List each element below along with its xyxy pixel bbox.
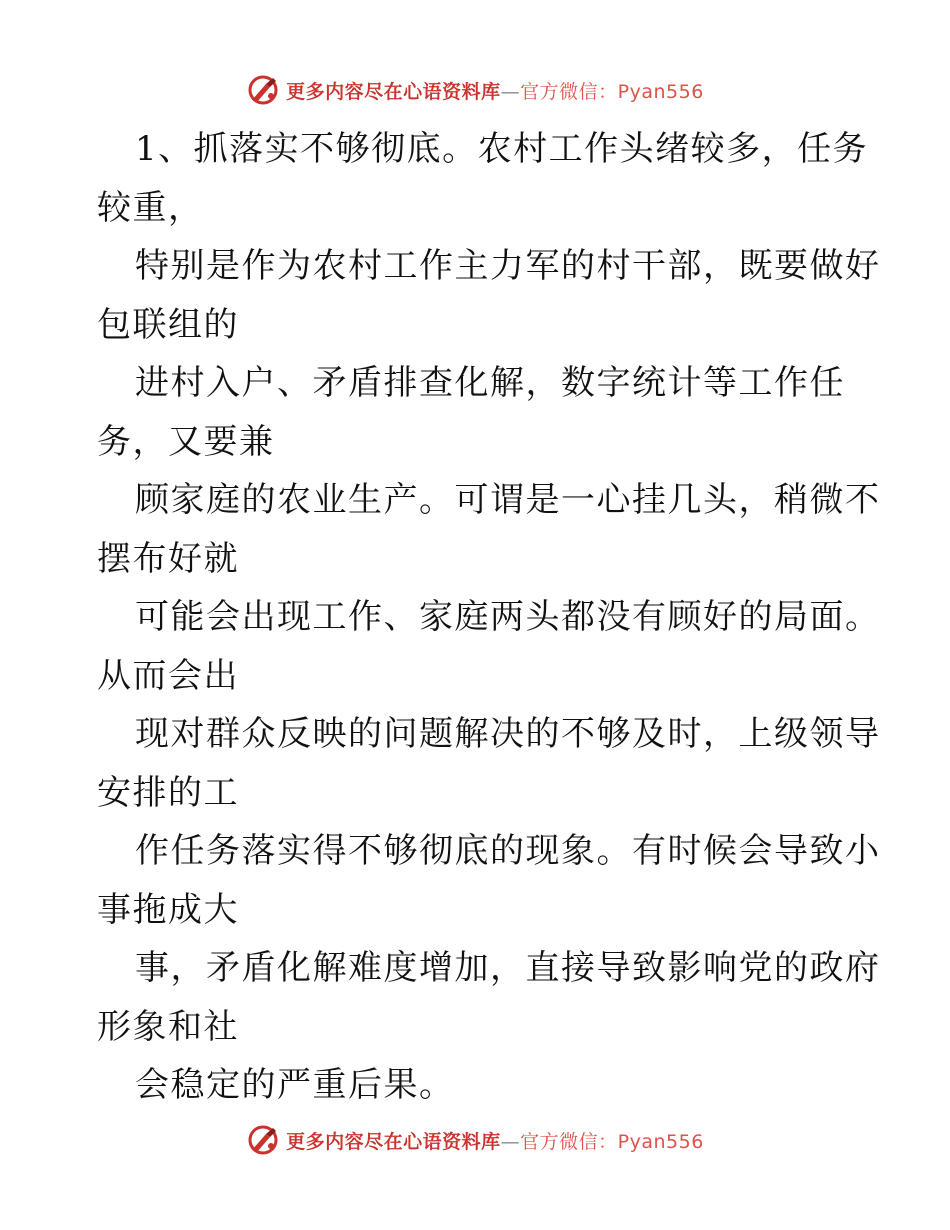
paragraph-line: 可能会出现工作、家庭两头都没有顾好的局面。 [135,597,881,637]
paragraph-line: 进村入户、矛盾排查化解，数字统计等工作任 [135,363,845,403]
paragraph-line: 从而会出 [97,655,239,696]
document-body [97,120,881,1115]
paragraph-line: 现对群众反映的问题解决的不够及时，上级领导 [135,714,881,754]
header-separator: — [500,80,521,103]
paragraph-line: 务，又要兼 [97,421,275,462]
paragraph-line: 安排的工 [97,772,239,813]
paragraph-line: 事，矛盾化解难度增加，直接导致影响党的政府 [135,948,881,988]
brush-pen-logo-icon [246,1123,280,1157]
footer-banner [0,1118,950,1162]
paragraph-line: 形象和社 [97,1006,239,1047]
paragraph-line: 包联组的 [97,304,239,345]
brush-pen-logo-icon [246,73,280,107]
paragraph-line: 较重， [97,187,204,228]
paragraph-line: 摆布好就 [97,538,239,579]
paragraph-line: 事拖成大 [97,889,239,930]
header-banner [0,68,950,112]
paragraph-line: 特别是作为农村工作主力军的村干部，既要做好 [135,246,881,286]
paragraph-line: 1、抓落实不够彻底。农村工作头绪较多，任务 [135,129,869,169]
footer-brand: 更多内容尽在心语资料库 [286,1130,501,1153]
header-banner-text [286,77,704,104]
header-brand: 更多内容尽在心语资料库 [286,80,501,103]
footer-banner-text [286,1127,704,1154]
paragraph-line: 顾家庭的农业生产。可谓是一心挂几头，稍微不 [135,480,881,520]
footer-separator: — [500,1130,521,1153]
header-wechat: 官方微信：Pyan556 [520,80,704,103]
footer-wechat: 官方微信：Pyan556 [520,1130,704,1153]
paragraph-line: 作任务落实得不够彻底的现象。有时候会导致小 [135,831,881,871]
paragraph-line: 会稳定的严重后果。 [135,1065,455,1105]
